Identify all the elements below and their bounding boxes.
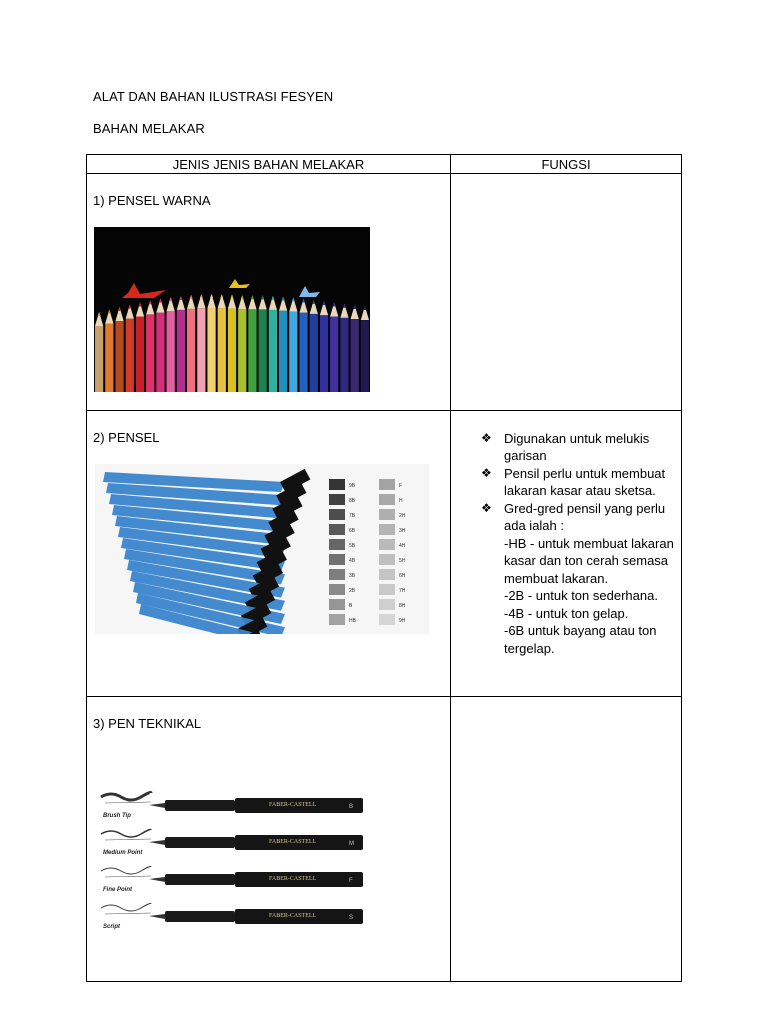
pencil-shaft [259,309,267,392]
material-label: 1) PENSEL WARNA [93,193,211,209]
pencil-shaft [218,308,226,392]
pen-brand-label: FABER-CASTELL [269,801,317,808]
grade-swatch [329,614,345,625]
pencil-shaft [167,311,175,392]
grade-swatch [329,524,345,535]
pencil-shaft [95,326,103,392]
list-item: ❖ Digunakan untuk melukis garisan [481,430,650,464]
grade-label: 6H [399,572,406,579]
pencil-shaft [238,309,246,392]
grade-note: -HB - untuk membuat lakaran kasar dan ton cerah semasa membuat lakaran. [504,535,674,586]
material-cell [87,696,451,981]
pencil-shaft [310,314,318,392]
table-row [87,410,682,696]
pen-tip-label: Brush Tip [103,812,131,819]
pen-code-label: B [349,803,354,810]
list-item: ❖ Pensil perlu untuk membuat lakaran kasar atau sketsa. [481,465,666,499]
grade-label: H [399,497,403,504]
technical-pens-photo [99,782,389,942]
list-item: ❖ Gred-gred pensil yang perlu ada ialah : -HB - untuk membuat lakaran kasar dan ton cerah semasa membuat lakaran. -2B - untuk ton sederhana. -4B - untuk ton gelap. -6B untuk bayang atau ton tergelap. [481,500,681,658]
pencil-shaft [340,318,348,392]
function-cell [451,410,682,696]
grade-label: 7B [349,512,356,519]
grade-label: 6B [349,527,356,534]
pencil-shaft [320,315,328,392]
grade-swatch [379,494,395,505]
pencil-shaft [197,308,205,392]
pencil-shaft [351,319,359,392]
pencil-shaft [207,308,215,392]
pen-tip-label: Script [103,923,121,930]
grade-label: 4H [399,542,406,549]
grade-label: 4B [349,557,356,564]
grade-label: 3B [349,572,356,579]
table-row [87,174,682,411]
grade-label: 2H [399,512,406,519]
grade-swatch [329,509,345,520]
grade-swatch [379,554,395,565]
grade-swatch [379,479,395,490]
pencil-shaft [269,310,277,392]
pencil-shaft [248,309,256,392]
grade-swatch [329,569,345,580]
materials-table [86,154,682,982]
grade-label: 2B [349,587,356,594]
pen-code-label: M [349,840,354,847]
pencil-shaft [187,309,195,392]
grade-swatch [379,569,395,580]
grade-swatch [379,509,395,520]
grade-label: 3H [399,527,406,534]
grade-label: 9H [399,617,406,624]
grade-note: -6B untuk bayang atau ton tergelap. [504,623,657,656]
grade-note: -4B - untuk ton gelap. [504,605,629,621]
pencil-shaft [115,321,123,392]
diamond-bullet-icon: ❖ [481,465,492,480]
grade-label: 5B [349,542,356,549]
grade-swatch [329,584,345,595]
function-list [481,430,681,658]
grade-label: 8H [399,602,406,609]
function-cell [451,696,682,981]
pen-code-label: F [349,877,353,884]
pen-tip-label: Medium Point [103,849,143,856]
material-label: 3) PEN TEKNIKAL [93,715,202,731]
pencil-shaft [299,313,307,392]
grade-label: F [399,482,403,489]
pencil-shaft [126,319,134,392]
grade-label: 5H [399,557,406,564]
grade-swatch [379,539,395,550]
section-subtitle: BAHAN MELAKAR [93,121,205,136]
pencil-shaft [177,310,185,392]
table-row [87,696,682,981]
pencil-shaft [105,324,113,393]
grade-swatch [329,494,345,505]
grade-note: -2B - untuk ton sederhana. [504,588,658,604]
grade-swatch [329,554,345,565]
pen-brand-label: FABER-CASTELL [269,838,317,845]
document-title: ALAT DAN BAHAN ILUSTRASI FESYEN [93,89,334,104]
pencil-shaft [136,317,144,393]
colored-pencils-photo [94,227,370,392]
diamond-bullet-icon: ❖ [481,500,492,515]
function-cell [451,174,682,411]
grade-swatch [329,479,345,490]
diamond-bullet-icon: ❖ [481,430,492,445]
header-materials: JENIS JENIS BAHAN MELAKAR [87,155,451,174]
grade-label: 9B [349,482,356,489]
grade-swatch [329,599,345,610]
pencil-shaft [156,313,164,392]
material-cell [87,410,451,696]
table-header-row [87,155,682,174]
pen-brand-label: FABER-CASTELL [269,875,317,882]
grade-swatch [379,614,395,625]
pencil-shaft [330,317,338,393]
material-cell [87,174,451,411]
material-label: 2) PENSEL [93,429,160,445]
header-function: FUNGSI [451,155,682,174]
grade-swatch [379,599,395,610]
grade-label: 7H [399,587,406,594]
graphite-pencils-photo [95,464,429,634]
grade-label: 8B [349,497,356,504]
pencil-shaft [146,314,154,392]
grade-label: B [349,602,353,609]
pen-code-label: S [349,914,354,921]
grade-swatch [379,584,395,595]
pen-brand-label: FABER-CASTELL [269,912,317,919]
pencil-shaft [228,309,236,392]
grade-swatch [379,524,395,535]
pencil-shaft [361,320,369,392]
pen-tip-label: Fine Point [103,886,132,893]
grade-swatch [329,539,345,550]
grade-label: HB [349,617,356,624]
pencil-shaft [279,311,287,392]
pencil-shaft [289,312,297,392]
